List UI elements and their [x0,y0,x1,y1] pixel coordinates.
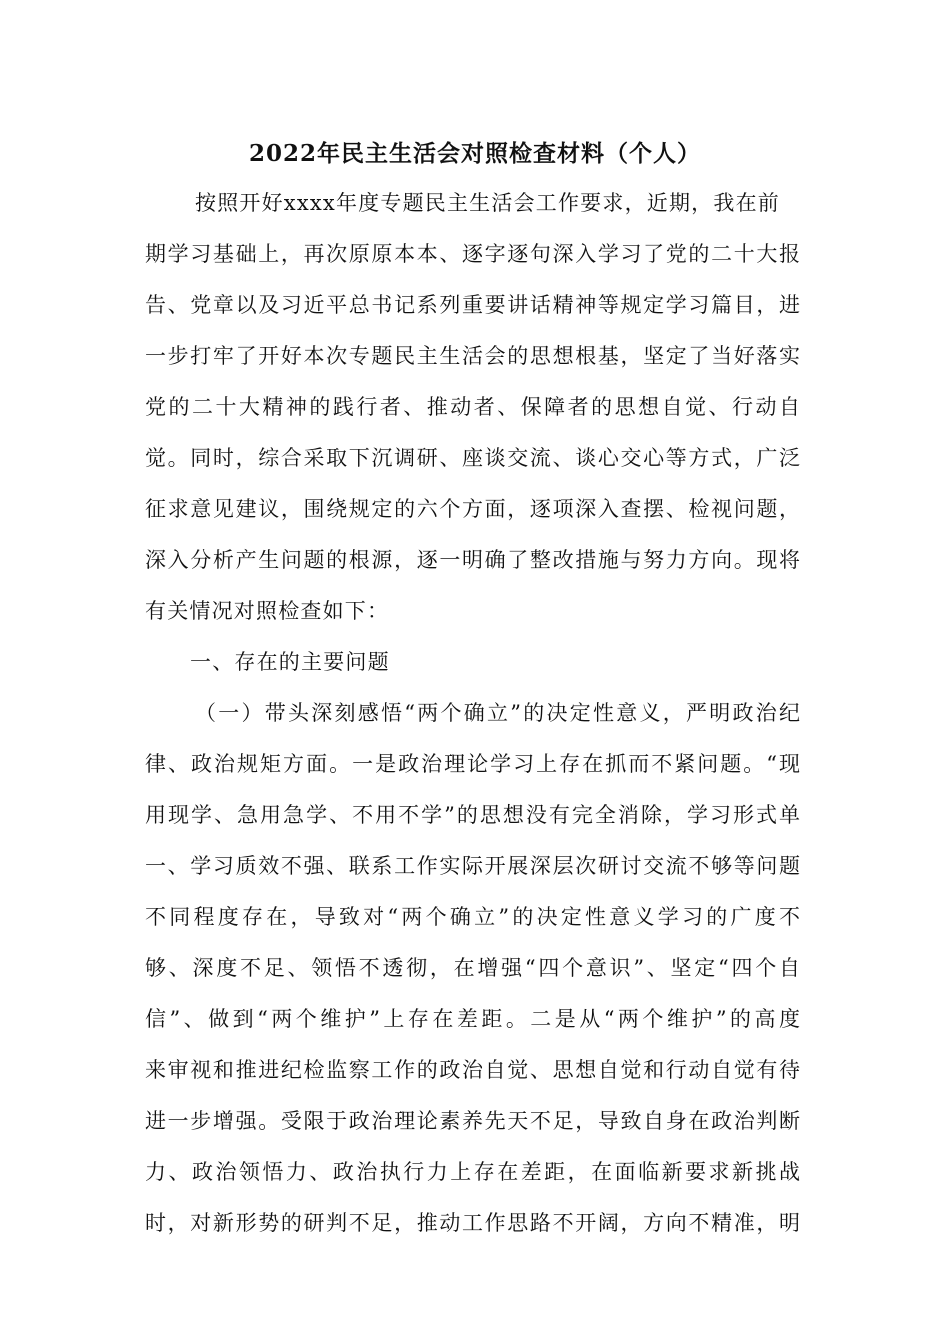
paragraph-line: 进一步增强。受限于政治理论素养先天不足，导致自身在政治判断 [145,1109,800,1133]
paragraph-line: 律、政治规矩方面。一是政治理论学习上存在抓而不紧问题。“现 [145,752,800,776]
paragraph-line: 有关情况对照检查如下： [145,599,390,623]
paragraph-line: 觉。同时，综合采取下沉调研、座谈交流、谈心交心等方式，广泛 [145,446,800,470]
paragraph-line: 力、政治领悟力、政治执行力上存在差距，在面临新要求新挑战 [145,1160,800,1184]
paragraph-line: 按照开好xxxx年度专题民主生活会工作要求，近期，我在前 [195,191,780,215]
subsection-heading: （一）带头深刻感悟“两个确立”的决定性意义，严明政治纪 [195,701,800,725]
paragraph-line: 时，对新形势的研判不足，推动工作思路不开阔，方向不精准，明 [145,1211,800,1235]
paragraph-line: 不同程度存在，导致对“两个确立”的决定性意义学习的广度不 [145,905,800,929]
paragraph-line: 一步打牢了开好本次专题民主生活会的思想根基，坚定了当好落实 [145,344,800,368]
paragraph-line: 一、学习质效不强、联系工作实际开展深层次研讨交流不够等问题 [145,854,800,878]
paragraph-line: 党的二十大精神的践行者、推动者、保障者的思想自觉、行动自 [145,395,800,419]
paragraph-line: 期学习基础上，再次原原本本、逐字逐句深入学习了党的二十大报 [145,242,800,266]
paragraph-line: 告、党章以及习近平总书记系列重要讲话精神等规定学习篇目，进 [145,293,800,317]
section-heading: 一、存在的主要问题 [190,650,390,674]
paragraph-line: 来审视和推进纪检监察工作的政治自觉、思想自觉和行动自觉有待 [145,1058,800,1082]
paragraph-line: 征求意见建议，围绕规定的六个方面，逐项深入查摆、检视问题， [145,497,800,521]
document-title: 2022年民主生活会对照检查材料（个人） [248,140,701,167]
paragraph-line: 信”、做到“两个维护”上存在差距。二是从“两个维护”的高度 [145,1007,800,1031]
paragraph-line: 用现学、急用急学、不用不学”的思想没有完全消除，学习形式单 [145,803,800,827]
paragraph-line: 深入分析产生问题的根源，逐一明确了整改措施与努力方向。现将 [145,548,800,572]
paragraph-line: 够、深度不足、领悟不透彻，在增强“四个意识”、坚定“四个自 [145,956,800,980]
